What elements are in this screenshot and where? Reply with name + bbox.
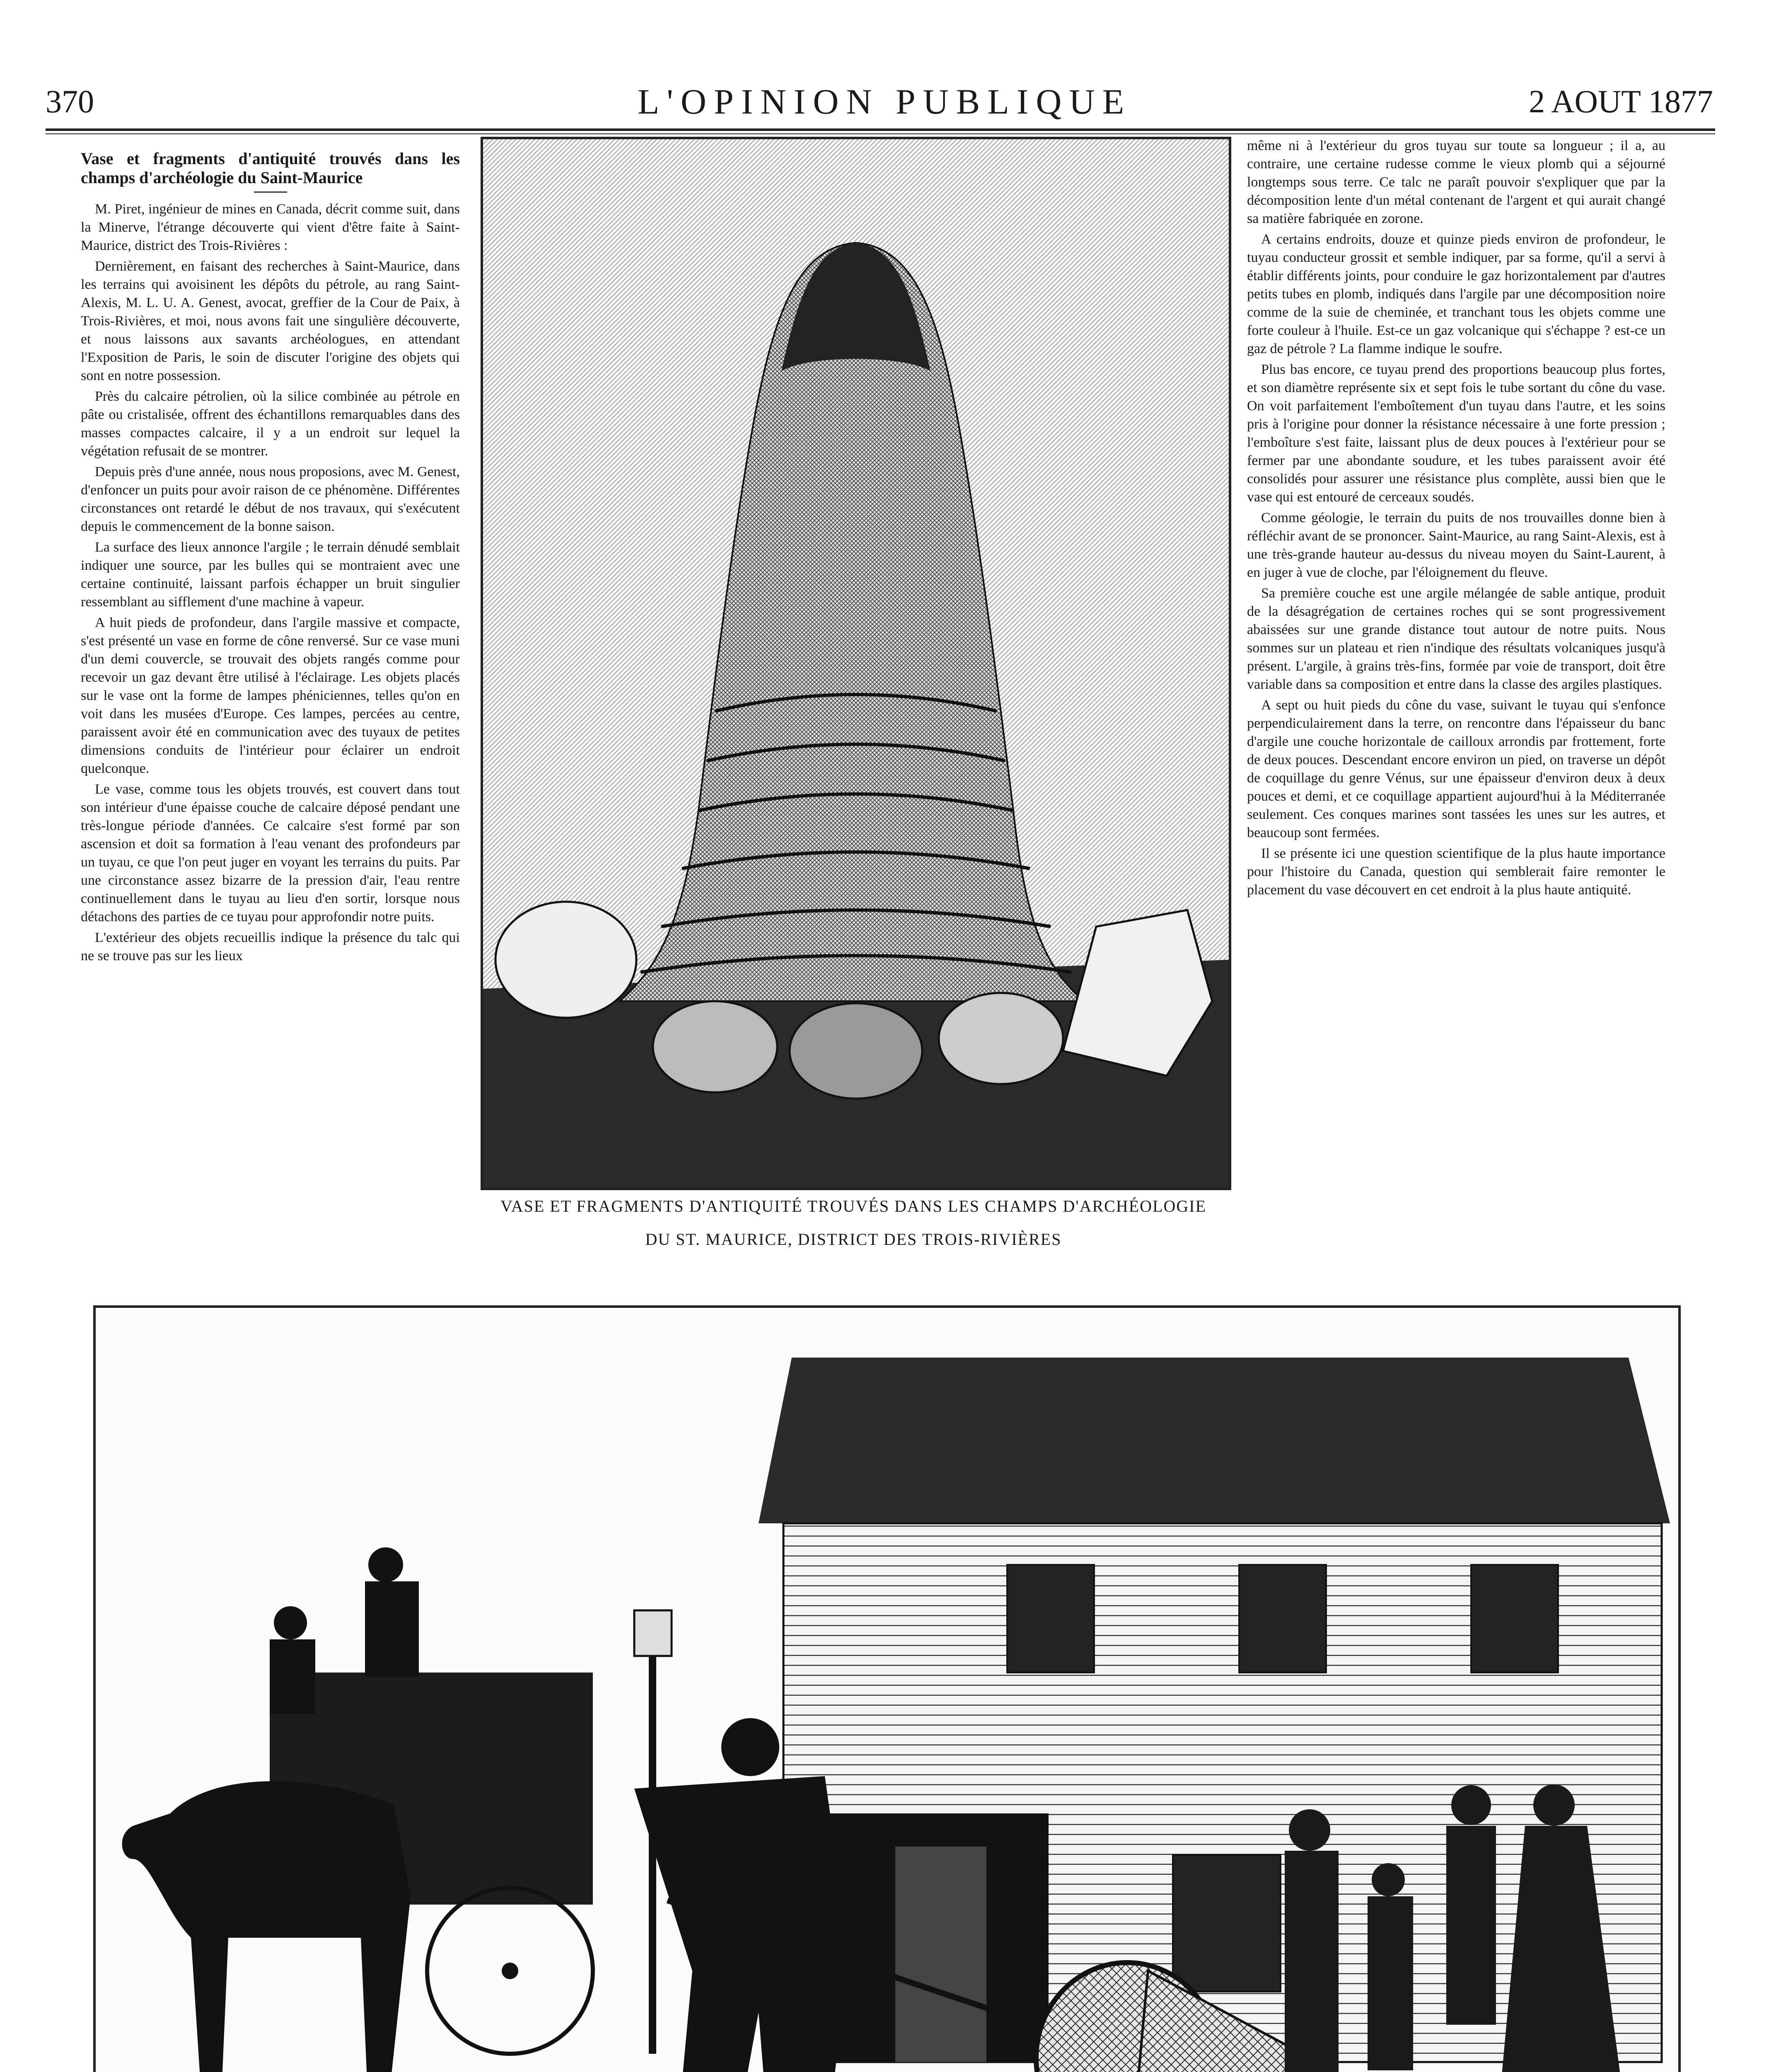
title-divider bbox=[254, 191, 287, 193]
paragraph: Depuis près d'une année, nous nous proposions, avec M. Genest, d'enfoncer un puits pour avoir raison de ce phénomène. Différentes circonstances ont retardé le début de nos travaux, qui s'exécutent depuis le commencement de la bonne saison. bbox=[81, 464, 460, 534]
paragraph: Sa première couche est une argile mélangée de sable antique, produit de la désagrégation de certaines roches qui se sont progressivement abaissées sur une grande distance tout autour de notre puits. Nous sommes sur un plateau et rien n'indique des résultats volcaniques jusqu'à présent. L'argile, à grains très-fins, formée par voie de transport, doit être variable dans sa composition et entre dans la classe des argiles plastiques. bbox=[1247, 586, 1665, 692]
paragraph: Dernièrement, en faisant des recherches à Saint-Maurice, dans les terrains qui avoisinent les dépôts du pétrole, au rang Saint-Alexis, M. L. U. A. Genest, avocat, greffier de la Cour de Paix, à Trois-Rivières, et moi, nous avons fait une singulière découverte, et nous laissons aux savants archéologues, en attendant l'Exposition de Paris, le soin de discuter l'origine des objets qui sont en notre possession. bbox=[81, 259, 460, 383]
article-column-left bbox=[81, 149, 460, 1260]
paragraph: Il se présente ici une question scientifique de la plus haute importance pour l'histoire du Canada, question qui semblerait faire remonter le placement du vase découvert en cet endroit à la plus haute antiquité. bbox=[1247, 846, 1665, 898]
paragraph: Près du calcaire pétrolien, où la silice combinée au pétrole en pâte ou cristalisée, offrent des échantillons remarquables dans des masses compactes calcaire, il y a un endroit sur lequel la végétation refusait de se montrer. bbox=[81, 389, 460, 459]
paragraph: Comme géologie, le terrain du puits de nos trouvailles donne bien à réfléchir avant de se prononcer. Saint-Maurice, au rang Saint-Alexis, est à une très-grande hauteur au-dessus du niveau moyen du Saint-Laurent, à en juger à vue de cloche, par l'éloignement du fleuve. bbox=[1247, 510, 1665, 580]
vase-caption-line2: DU ST. MAURICE, DISTRICT DES TROIS-RIVIÈRES bbox=[645, 1230, 1062, 1249]
paragraph: A huit pieds de profondeur, dans l'argile massive et compacte, s'est présenté un vase en forme de cône renversé. Sur ce vase muni d'un demi couvercle, se trouvait des objets rangés comme pour recevoir un gaz devant être utilisé à l'éclairage. Les objets placés sur le vase ont la forme de lampes phéniciennes, telles qu'on en voit dans les musées d'Europe. Ces lampes, percées au centre, paraissent avoir été en communication avec des tuyaux de petites dimensions conduits de l'intérieur pour éclairer un endroit quelconque. bbox=[81, 615, 460, 776]
toronto-illustration bbox=[93, 1305, 1681, 2072]
paragraph: A certains endroits, douze et quinze pieds environ de profondeur, le tuyau conducteur grossit et semble indiquer, par sa forme, qu'il a servi à établir différents joints, pour conduire le gaz horizontalement par d'autres petits tubes en plomb, indiqués dans l'argile par une décomposition noire comme de la suie de cheminée, et tranchant tous les objets comme une forte couleur à l'huile. Est-ce un gaz volcanique qui s'échappe ? est-ce un gaz de pétrole ? La flamme indique le soufre. bbox=[1247, 232, 1665, 356]
paragraph: A sept ou huit pieds du cône du vase, suivant le tuyau qui s'enfonce perpendiculairement dans la terre, on rencontre dans l'épaisseur du banc d'argile une couche horizontale de cailloux arrondis par frottement, forte de deux pouces. Descendant encore environ un pied, on traverse un dépôt de coquillage du genre Vénus, sur une épaisseur d'environ deux à deux pouces et demi, et ce coquillage appartient aujourd'hui à la Méditerranée seulement. Ces conques marines sont tassées les unes sur les autres, et beaucoup sont fermées. bbox=[1247, 697, 1665, 840]
vase-illustration bbox=[481, 137, 1231, 1190]
header-rule-thin bbox=[46, 133, 1715, 134]
vase-caption-line1: VASE ET FRAGMENTS D'ANTIQUITÉ TROUVÉS DANS LES CHAMPS D'ARCHÉOLOGIE bbox=[500, 1197, 1207, 1215]
header-rule bbox=[46, 128, 1715, 131]
masthead-title: L'OPINION PUBLIQUE bbox=[637, 82, 1132, 121]
paragraph: Plus bas encore, ce tuyau prend des proportions beaucoup plus fortes, et son diamètre représente six et sept fois le tube sortant du cône du vase. On voit parfaitement l'emboîtement d'un tuyau dans l'autre, et les soins pris à l'origine pour donner la résistance nécessaire à une forte pression ; l'emboîture s'est faite, laissant plus de deux pouces à l'extérieur pour se fermer par une abondante soudure, et les tubes paraissent avoir été consolidés pour assurer une résistance plus complète, aussi bien que le vase qui est entouré de cerceaux soudés. bbox=[1247, 362, 1665, 505]
page-number: 370 bbox=[46, 83, 94, 119]
paragraph: La surface des lieux annonce l'argile ; le terrain dénudé semblait indiquer une source, par les bulles qui se montraient avec une certaine continuité, laissant parfois échapper un bruit singulier ressemblant au sifflement d'une machine à vapeur. bbox=[81, 540, 460, 610]
article-column-right bbox=[1247, 137, 1665, 1297]
paragraph: L'extérieur des objets recueillis indique la présence du talc qui ne se trouve pas sur les lieux bbox=[81, 930, 460, 963]
paragraph: même ni à l'extérieur du gros tuyau sur toute sa longueur ; il a, au contraire, une certaine rudesse comme le vieux plomb qui a séjourné longtemps sous terre. Ce talc ne paraît pouvoir s'expliquer que par la décomposition lente d'un métal contenant de l'argent et qui aurait changé sa matière fabriquée en zorone. bbox=[1247, 138, 1665, 226]
paragraph: M. Piret, ingénieur de mines en Canada, décrit comme suit, dans la Minerve, l'étrange découverte qui vient d'être faite à Saint-Maurice, district des Trois-Rivières : bbox=[81, 201, 460, 253]
issue-date: 2 AOUT 1877 bbox=[1529, 83, 1713, 119]
paragraph: Le vase, comme tous les objets trouvés, est couvert dans tout son intérieur d'une épaisse couche de calcaire déposé pendant une très-longue période d'années. Ce calcaire s'est formé par son ascension et doit sa formation à l'eau venant des profondeurs par un tuyau, ce que l'on peut juger en voyant les terrains du puits. Par une circonstance assez bizarre de la pression d'air, l'eau rentre continuellement dans le tuyau au lieu d'en sortir, lorsque nous détachons des parties de ce tuyau pour approfondir notre puits. bbox=[81, 782, 460, 925]
article-title: Vase et fragments d'antiquité trouvés dans les champs d'archéologie du Saint-Maurice bbox=[81, 149, 460, 187]
